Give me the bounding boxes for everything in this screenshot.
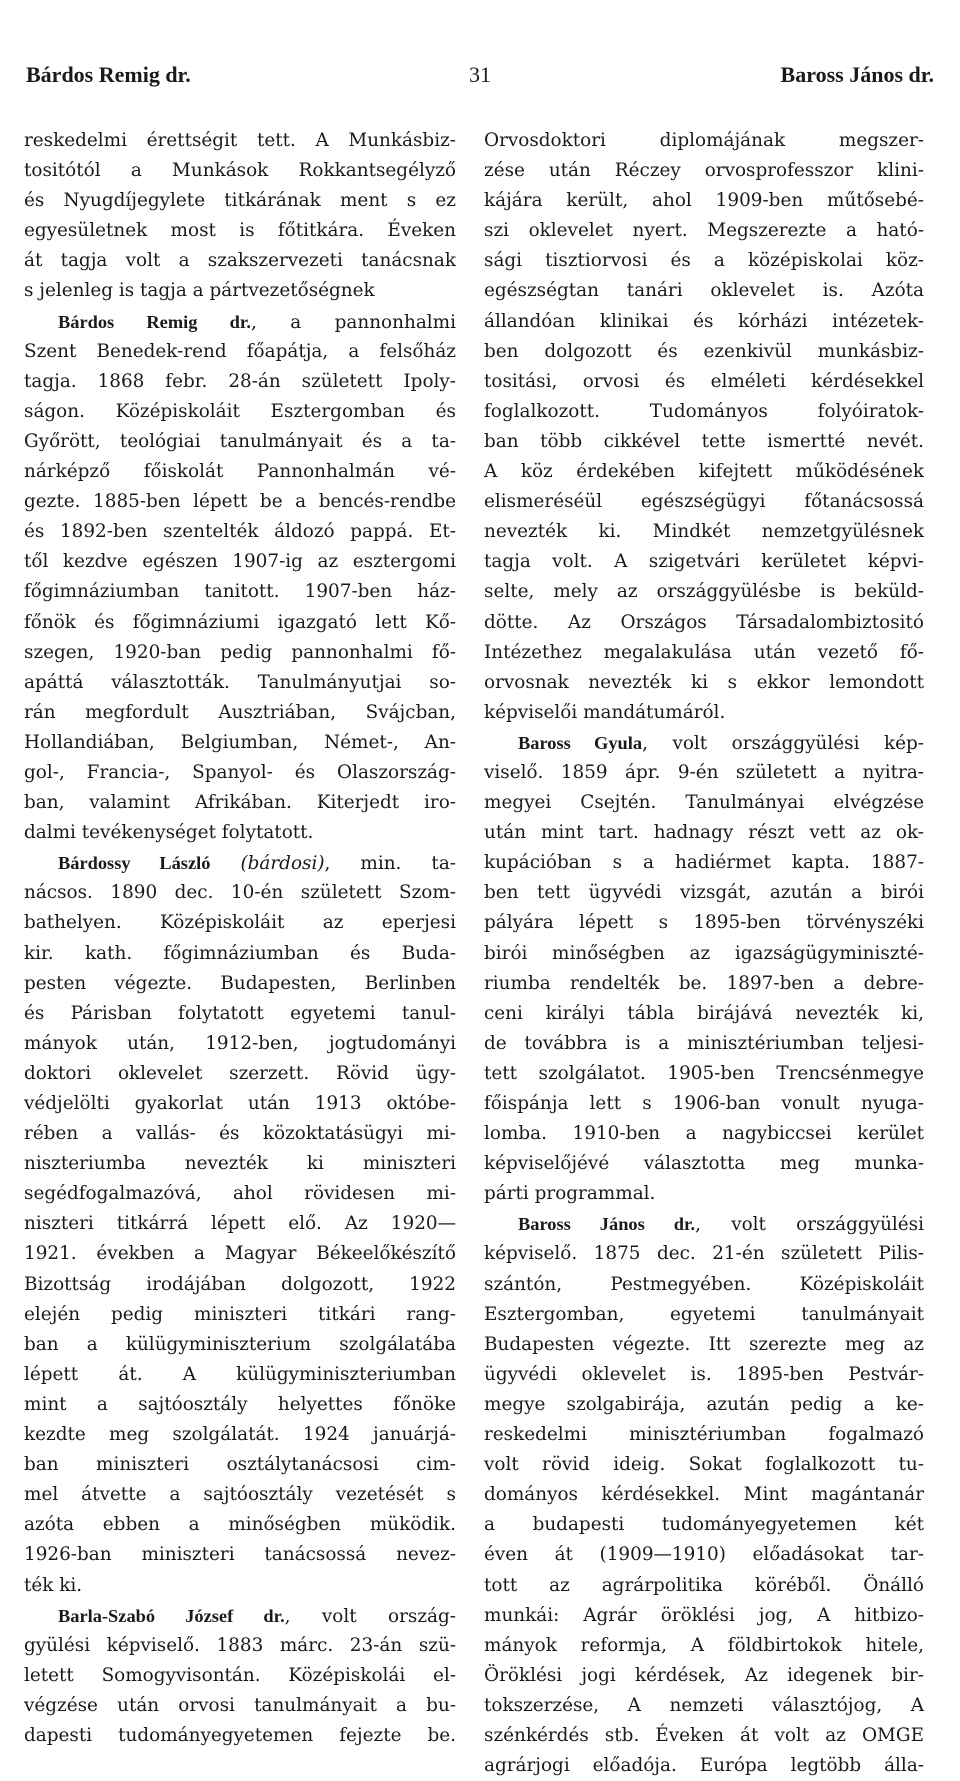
line-text: mányok reformja, A földbirtokok hitele, [484,1634,924,1656]
line-text: bathelyen. Középiskoláit az eperjesi [24,912,456,934]
line-text: Esztergomban, egyetemi tanulmányait [484,1303,924,1325]
line-text: viselő. 1859 ápr. 9-én született a nyitra- [484,761,924,783]
line-text: birói minőségben az igazságügyminiszté- [484,942,924,964]
text-line [24,1059,456,1089]
line-text: , min. ta- [324,853,456,875]
text-line [24,367,456,397]
text-line [484,1631,924,1661]
line-text: dalmi tevékenységet folytatott. [24,822,314,844]
text-line [24,698,456,728]
line-text: tokszerzése, A nemzeti választójog, A [484,1694,924,1716]
text-line [24,1480,456,1510]
text-line [24,1089,456,1119]
line-text: segédfogalmazóvá, ahol rövidesen mi- [24,1183,456,1205]
text-line [24,1029,456,1059]
line-text: elismeréséül egészségügyi főtanácsossá [484,491,924,513]
entry-name: Barla-Szabó József dr. [58,1605,285,1626]
line-text: , volt ország- [284,1605,456,1627]
line-text: képviselőjévé választotta meg munka- [484,1153,924,1175]
page-number: 31 [469,62,491,87]
text-line [484,1029,924,1059]
text-line [24,307,456,337]
line-text: ügyvédi oklevelet is. 1895-ben Pestvár- [484,1363,924,1385]
line-text: ték ki. [24,1574,83,1596]
text-line [484,1239,924,1269]
line-text: kájára került, ahol 1909-ben műtősebé- [484,190,924,212]
text-line [24,427,456,457]
text-line [484,427,924,457]
line-text: nárképző főiskolát Pannonhalmán vé- [24,461,456,483]
text-line [24,758,456,788]
line-text: lépett át. A külügyminiszteriumban [24,1363,456,1385]
line-text: rében a vallás- és közoktatásügyi mi- [24,1123,456,1145]
text-line [24,818,456,848]
line-text: párti programmal. [484,1183,656,1205]
text-line [484,758,924,788]
entry-alias: (bárdosi) [210,853,325,875]
line-text: ban a külügyminiszterium szolgálatába [24,1333,456,1355]
text-line [484,999,924,1029]
text-line [24,1390,456,1420]
line-text: szegen, 1920-ban pedig pannonhalmi fő- [24,641,456,663]
text-line [484,969,924,999]
line-text: reskedelmi minisztériumban fogalmazó [484,1424,924,1446]
text-line [484,276,924,306]
text-line [24,517,456,547]
line-text: 1921. években a Magyar Békeelőkészítő [24,1243,456,1265]
line-text: orvosnak nevezték ki s ekkor lemondott [484,671,924,693]
entry-name: Bárdos Remig dr. [58,311,251,332]
line-text: és Nyugdíjegylete titkárának ment s ez [24,190,456,212]
line-text: letett Somogyvisontán. Középiskolái el- [24,1664,456,1686]
text-line [24,848,456,878]
text-line [24,1661,456,1691]
line-text: kezdte meg szolgálatát. 1924 januárjá- [24,1424,456,1446]
line-text: pesten végezte. Budapesten, Berlinben [24,972,456,994]
text-line [484,878,924,908]
text-line [484,668,924,698]
text-line [24,397,456,427]
line-text: után mint tart. hadnagy részt vett az ok- [484,822,924,844]
text-line [24,1601,456,1631]
text-line [484,487,924,517]
line-text: s jelenleg is tagja a pártvezetőségnek [24,280,375,302]
line-text: Budapesten végezte. Itt szerezte meg az [484,1333,924,1355]
line-text: doktori oklevelet szerzett. Rövid ügy- [24,1062,456,1084]
left-text-column [24,126,456,1751]
text-line [484,1360,924,1390]
text-line [24,728,456,758]
text-line [24,156,456,186]
line-text: mel átvette a sajtóosztály vezetését s [24,1484,456,1506]
text-line [484,1089,924,1119]
line-text: ben tett ügyvédi vizsgát, azután a birói [484,882,924,904]
line-text: ságon. Középiskoláit Esztergomban és [24,400,456,422]
text-line [484,1390,924,1420]
line-text: ban, valamint Afrikában. Kiterjedt iro- [24,792,456,814]
text-line [24,788,456,818]
line-text: ben dolgozott és ezenkivül munkásbiz- [484,340,924,362]
text-line [24,577,456,607]
line-text: gol-, Francia-, Spanyol- és Olaszország- [24,761,456,783]
text-line [24,216,456,246]
line-text: , volt országgyülési [695,1214,924,1236]
header-right-running-title: Baross János dr. [780,62,934,87]
text-line [24,1571,456,1601]
text-line [484,1330,924,1360]
text-line [484,1059,924,1089]
line-text: 1926-ban miniszteri tanácsossá nevez- [24,1544,456,1566]
text-line [484,638,924,668]
entry-name: Baross Gyula [518,732,643,753]
text-line [484,908,924,938]
line-text: zése után Réczey orvosprofesszor klini- [484,160,924,182]
line-text: nácsos. 1890 dec. 10-én született Szom- [24,882,456,904]
line-text: ban több cikkével tette ismertté nevét. [484,430,924,452]
text-line [24,1420,456,1450]
line-text: dományos kérdésekkel. Mint magántanár [484,1484,924,1506]
line-text: szántón, Pestmegyében. Középiskoláit [484,1273,924,1295]
line-text: kir. kath. főgimnáziumban és Buda- [24,942,456,964]
line-text: végzése után orvosi tanulmányait a bu- [24,1694,456,1716]
line-text: munkái: Agrár öröklési jog, A hitbizo- [484,1604,924,1626]
line-text: azóta ebben a minőségben müködik. [24,1514,456,1536]
line-text: , volt országgyülési kép- [642,732,924,754]
line-text: volt rövid ideig. Sokat foglalkozott tu- [484,1454,924,1476]
text-line [484,126,924,156]
text-line [484,547,924,577]
line-text: főispánja lett s 1906-ban vonult nyuga- [484,1093,924,1114]
line-text: sági tisztiorvosi és a középiskolai köz- [484,250,924,272]
line-text: Orvosdoktori diplomájának megszer- [484,130,924,151]
line-text: Győrött, teológiai tanulmányait és a ta- [24,430,456,452]
line-text: niszteri titkárrá lépett elő. Az 1920— [24,1213,456,1235]
page-header [26,62,934,92]
line-text: lomba. 1910-ben a nagybiccsei kerület [484,1123,924,1145]
text-line [484,577,924,607]
text-line [484,728,924,758]
text-line [484,608,924,638]
line-text: Intézethez megalakulása után vezető fő- [484,641,924,663]
line-text: Hollandiában, Belgiumban, Német-, An- [24,731,456,753]
text-line [484,517,924,547]
line-text: mint a sajtóosztály helyettes főnöke [24,1393,456,1415]
line-text: gezte. 1885-ben lépett be a bencés-rendbe [24,491,456,513]
line-text: tositótól a Munkások Rokkantsegélyző [24,160,456,182]
text-line [484,186,924,216]
line-text: megyei Csejtén. Tanulmányai elvégzése [484,792,924,814]
text-line [484,246,924,276]
line-text: tott az agrárpolitika köréből. Önálló [484,1574,924,1596]
text-line [24,457,456,487]
text-line [484,1571,924,1601]
line-text: képviselői mandátumáról. [484,701,726,723]
text-line [484,1510,924,1540]
line-text: ceni királyi tábla birájává nevezték ki, [484,1002,924,1024]
line-text: tagja. 1868 febr. 28-án született Ipoly- [24,370,456,392]
line-text: és 1892-ben szentelték áldozó pappá. Et- [24,521,456,543]
line-text: reskedelmi érettségit tett. A Munkásbiz- [24,130,456,151]
text-line [484,1540,924,1570]
text-line [484,1420,924,1450]
line-text: egészségtan tanári oklevelet is. Azóta [484,280,924,302]
text-line [24,487,456,517]
text-line [24,1450,456,1480]
line-text: de továbbra is a minisztériumban teljesi- [484,1032,924,1054]
text-line [484,788,924,818]
line-text: rán megfordult Ausztriában, Svájcban, [24,701,456,723]
line-text: dapesti tudományegyetemen fejezte be. [24,1724,456,1746]
line-text: foglalkozott. Tudományos folyóiratok- [484,400,924,422]
text-line [484,1209,924,1239]
text-line [24,1330,456,1360]
line-text: gyülési képviselő. 1883 márc. 23-án szü- [24,1634,456,1656]
line-text: pályára lépett s 1895-ben törvényszéki [484,912,924,934]
line-text: és Párisban folytatott egyetemi tanul- [24,1002,456,1024]
text-line [484,698,924,728]
text-line [484,337,924,367]
line-text: képviselő. 1875 dec. 21-én született Pilis- [484,1243,924,1265]
text-line [484,1601,924,1631]
line-text: éven át (1909—1910) előadásokat tar- [484,1544,924,1566]
text-line [24,908,456,938]
text-line [24,1209,456,1239]
text-line [24,668,456,698]
text-line [24,969,456,999]
line-text: től kezdve egészen 1907-ig az esztergomi [24,551,456,573]
text-line [484,1179,924,1209]
text-line [24,186,456,216]
entry-name: Baross János dr. [518,1214,696,1235]
text-line [484,939,924,969]
line-text: a budapesti tudományegyetemen két [484,1514,924,1536]
line-text: kupációban s a hadiérmet kapta. 1887- [484,852,924,874]
text-line [24,547,456,577]
line-text: tett szolgálatot. 1905-ben Trencsénmegye [484,1062,924,1084]
line-text: tositási, orvosi és elméleti kérdésekkel [484,370,924,392]
text-line [484,1691,924,1721]
line-text: , a pannonhalmi [250,311,456,333]
line-text: dötte. Az Országos Társadalombiztositó [484,611,924,633]
line-text: nevezték ki. Mindkét nemzetgyülésnek [484,521,924,543]
text-line [24,1239,456,1269]
text-line [484,848,924,878]
line-text: mányok után, 1912-ben, jogtudományi [24,1032,456,1054]
line-text: Öröklési jogi kérdések, Az idegenek bir- [484,1664,924,1686]
line-text: védjelölti gyakorlat után 1913 októbe- [24,1093,456,1114]
line-text: főnök és főgimnáziumi igazgató lett Kő- [24,611,456,633]
line-text: egyesületnek most is főtitkára. Éveken [24,220,456,242]
text-line [24,337,456,367]
text-line [24,1179,456,1209]
text-line [24,1119,456,1149]
text-line [484,397,924,427]
line-text: riumba rendelték be. 1897-ben a debre- [484,972,924,994]
text-line [24,1360,456,1390]
text-line [484,1751,924,1781]
text-line [484,1300,924,1330]
line-text: állandóan klinikai és kórházi intézetek- [484,310,924,332]
text-line [24,999,456,1029]
text-line [24,1300,456,1330]
line-text: főgimnáziumban tanitott. 1907-ben ház- [24,581,456,603]
text-line [484,307,924,337]
text-line [24,939,456,969]
text-line [484,457,924,487]
text-line [484,367,924,397]
text-line [484,1480,924,1510]
line-text: elején pedig miniszteri titkári rang- [24,1303,456,1325]
line-text: agrárjogi előadója. Európa legtöbb álla- [484,1755,924,1777]
line-text: Szent Benedek-rend főapátja, a felsőház [24,340,456,362]
text-line [24,608,456,638]
right-text-column [484,126,924,1781]
text-line [24,878,456,908]
line-text: tagja volt. A szigetvári kerületet képvi- [484,551,924,573]
line-text: ban miniszteri osztálytanácsosi cim- [24,1454,456,1476]
line-text: apáttá választották. Tanulmányutjai so- [24,671,456,693]
line-text: át tagja volt a szakszervezeti tanácsnak [24,250,456,272]
text-line [484,1450,924,1480]
text-line [24,276,456,306]
text-line [24,246,456,276]
text-line [484,1149,924,1179]
entry-name: Bárdossy László [58,853,211,874]
line-text: megye szolgabirája, azután pedig a ke- [484,1393,924,1415]
text-line [484,156,924,186]
text-line [24,1270,456,1300]
line-text: Bizottság irodájában dolgozott, 1922 [24,1273,456,1295]
text-line [484,1661,924,1691]
text-line [24,1721,456,1751]
text-line [24,1510,456,1540]
line-text: szi oklevelet nyert. Megszerezte a ható- [484,220,924,242]
text-line [484,1270,924,1300]
text-line [484,1119,924,1149]
line-text: A köz érdekében kifejtett működésének [484,461,924,483]
text-line [24,126,456,156]
line-text: niszteriumba nevezték ki miniszteri [24,1153,456,1175]
line-text: selte, mely az országgyülésbe is beküld- [484,581,924,603]
text-line [24,1631,456,1661]
line-text: szénkérdés stb. Éveken át volt az OMGE [484,1724,924,1746]
header-left-running-title: Bárdos Remig dr. [26,62,191,87]
text-line [24,1149,456,1179]
text-line [484,216,924,246]
text-line [484,818,924,848]
text-line [24,1540,456,1570]
text-line [484,1721,924,1751]
text-line [24,1691,456,1721]
text-line [24,638,456,668]
